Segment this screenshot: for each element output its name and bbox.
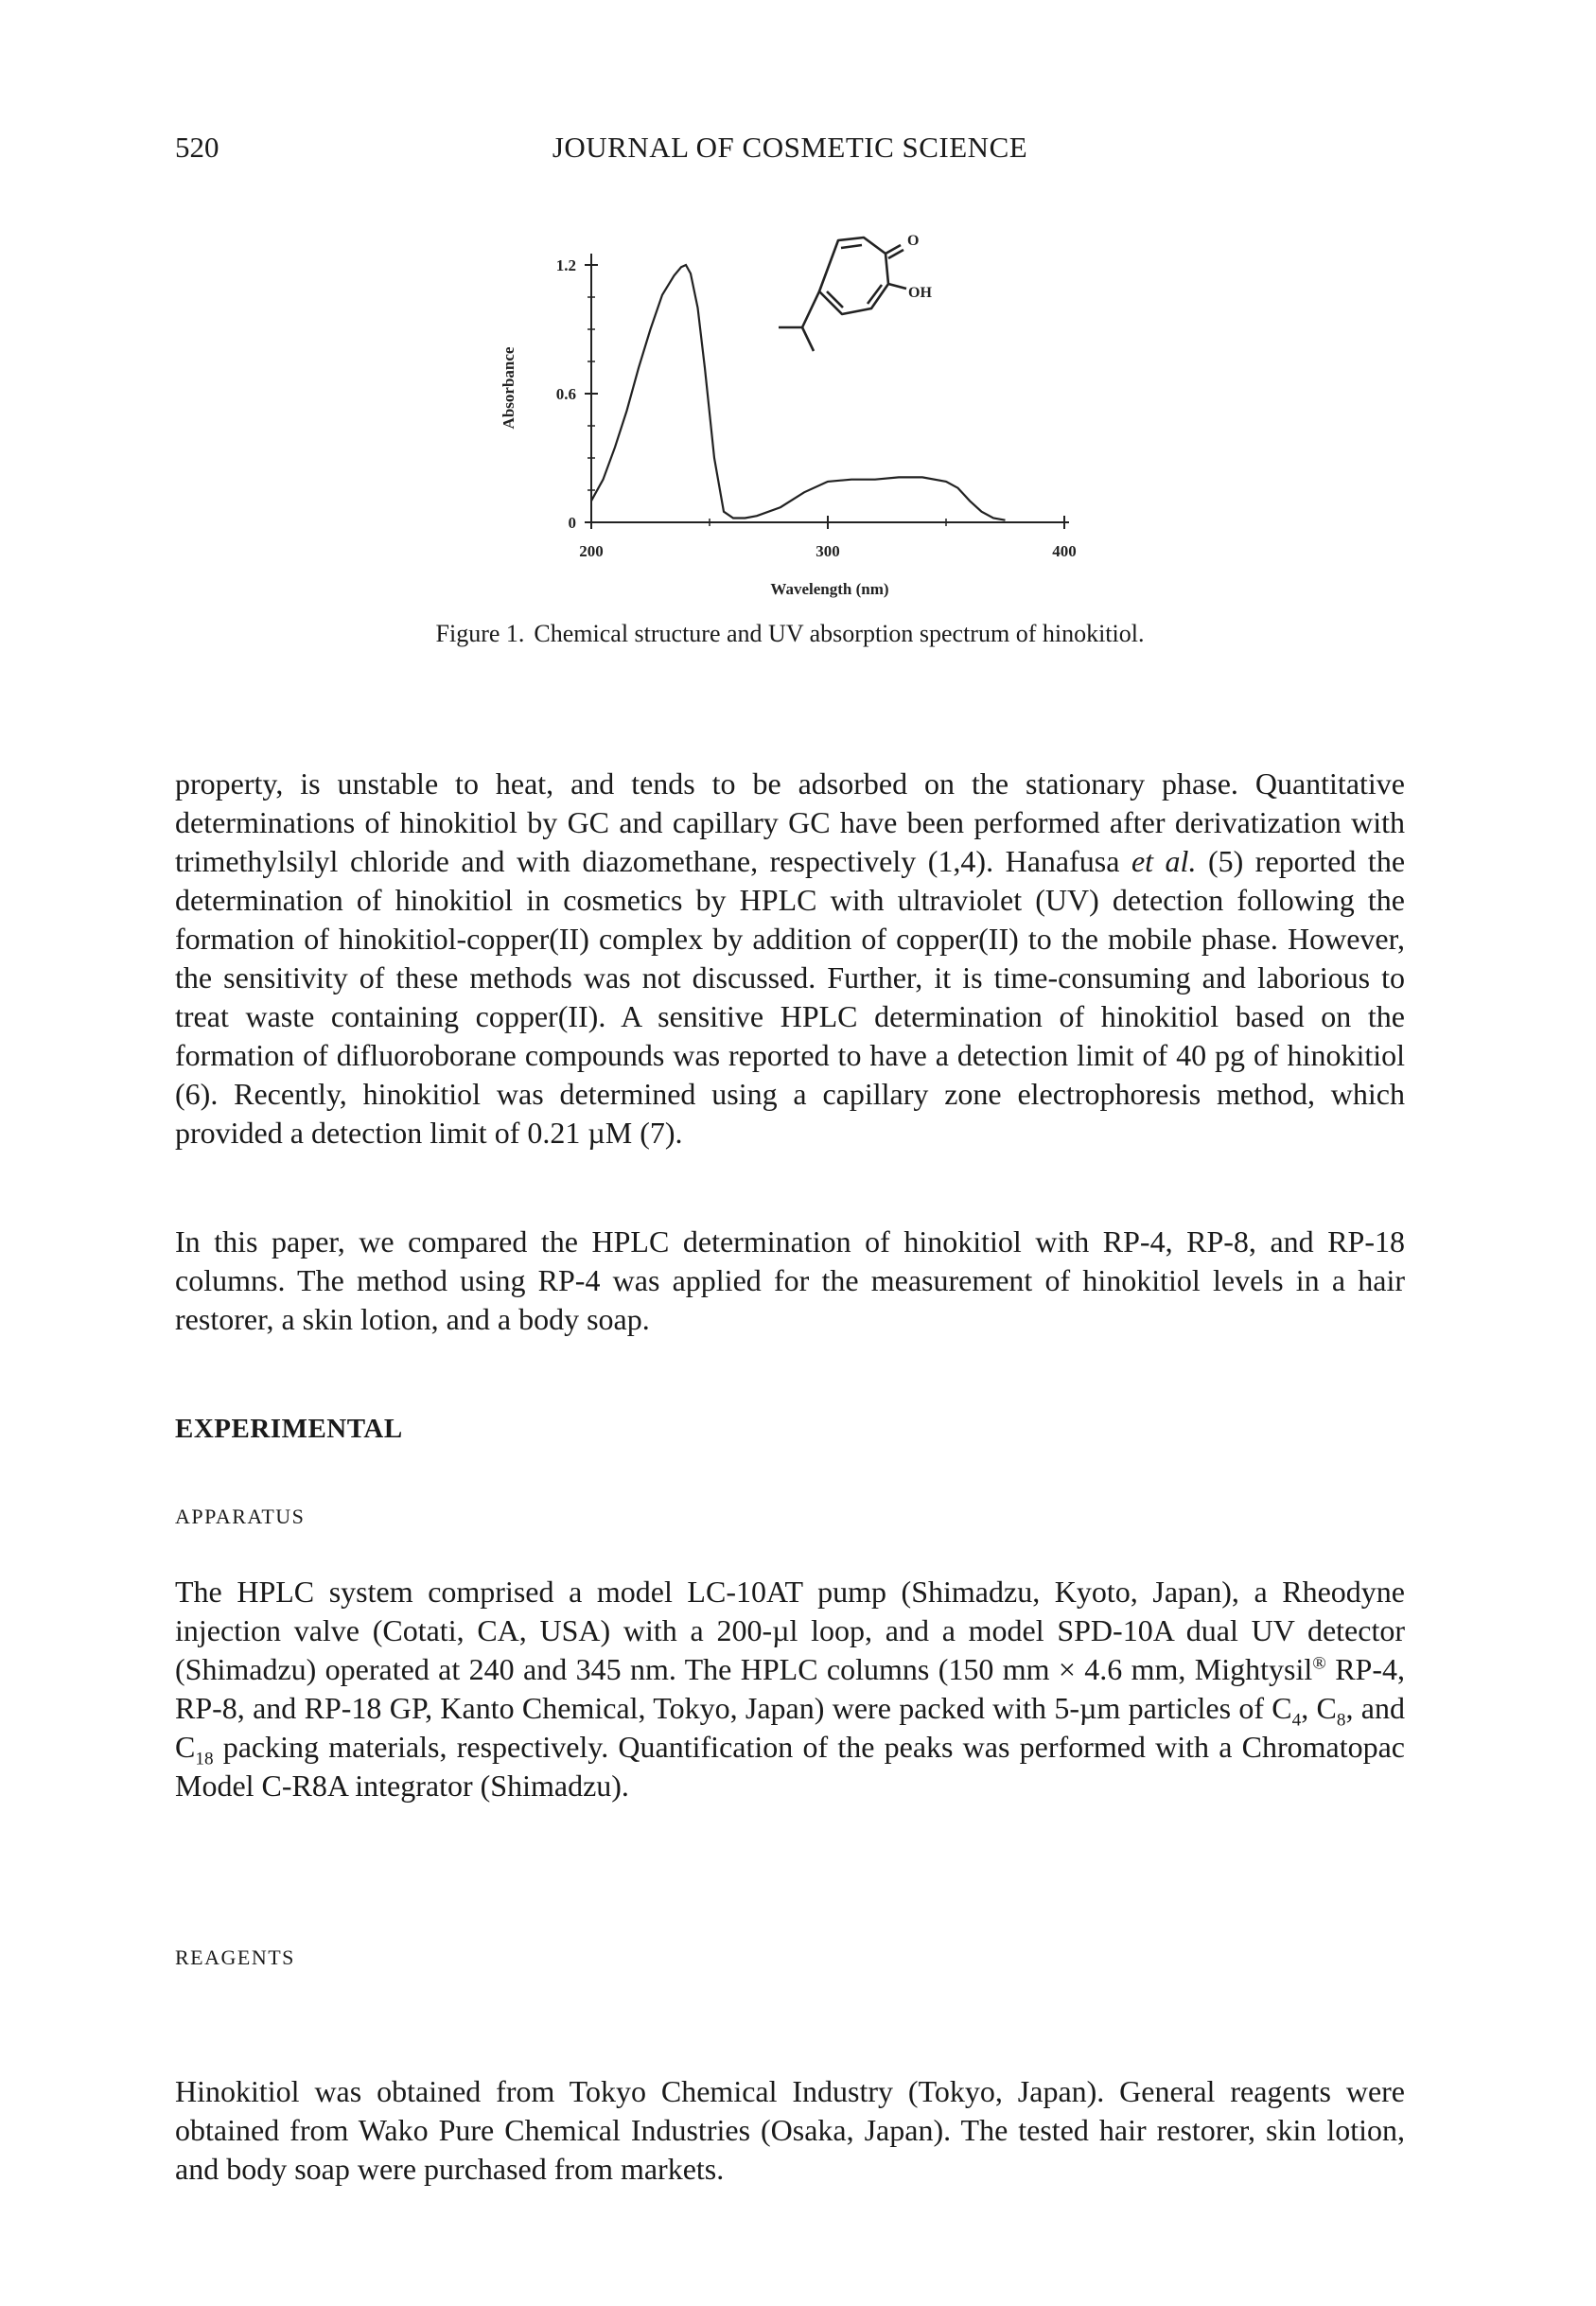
tropolone-ring xyxy=(819,238,888,314)
methyl-bond-2 xyxy=(802,327,814,351)
uv-spectrum-chart xyxy=(473,227,1135,606)
registered-mark: ® xyxy=(1312,1653,1326,1674)
x-tick-label: 300 xyxy=(816,542,840,560)
x-tick-label: 400 xyxy=(1052,542,1077,560)
paragraph-apparatus xyxy=(175,1573,1405,1805)
subscript-c18: 18 xyxy=(195,1749,214,1769)
x-axis-label: Wavelength (nm) xyxy=(770,580,889,598)
hydroxyl-label: OH xyxy=(908,285,932,301)
y-axis-label: Absorbance xyxy=(500,346,517,430)
p3-text-a: The HPLC system comprised a model LC-10AT pump (Shimadzu, Kyoto, Japan), a Rheodyne injection valve (Cotati, CA, USA) with a 200-µl loop, and a model SPD-10A dual UV detector (Shimadzu) operated at 240 and 345 nm. The HPLC columns (150 mm × 4.6 mm, Mightysil xyxy=(175,1575,1405,1686)
y-tick-label: 0 xyxy=(568,514,576,532)
figure-1 xyxy=(473,227,1135,606)
p3-text-d: , and C xyxy=(175,1691,1406,1764)
paragraph-aim: In this paper, we compared the HPLC determination of hinokitiol with RP-4, RP-8, and RP-18 columns. The method using RP-4 was applied for the measurement of hinokitiol levels in a hair restorer, a skin lotion, and a body soap. xyxy=(175,1224,1405,1336)
ring-double-bond-3 xyxy=(827,291,843,308)
ring-double-bond-2 xyxy=(868,285,882,304)
p3-text-b: RP-4, RP-8, and RP-18 GP, Kanto Chemical, Tokyo, Japan) were packed with 5-µm particles of C xyxy=(175,1652,1406,1725)
caption-text: Chemical structure and UV absorption spectrum of hinokitiol. xyxy=(534,620,1145,647)
caption-label: Figure 1. xyxy=(435,620,525,647)
journal-title: JOURNAL OF COSMETIC SCIENCE xyxy=(552,131,1028,164)
isopropyl-bond xyxy=(802,291,819,327)
carbonyl-label: O xyxy=(907,233,920,249)
paragraph-intro xyxy=(175,765,1405,1153)
p3-text-c: , C xyxy=(1301,1691,1337,1725)
p1-italic: et al. xyxy=(1131,844,1197,878)
subscript-c4: 4 xyxy=(1291,1710,1302,1731)
p1-text-a: property, is unstable to heat, and tends to be adsorbed on the stationary phase. Quantitative determinations of hinokitiol by GC and capillary GC have been performed after derivatization with trimethylsilyl chloride and with diazomethane, respectively (1,4). Hanafusa xyxy=(175,766,1405,878)
x-tick-label: 200 xyxy=(579,542,604,560)
p3-text-e: packing materials, respectively. Quantification of the peaks was performed with a Chromatopac Model C-R8A integrator (Shimadzu). xyxy=(175,1730,1405,1803)
ring-double-bond-1 xyxy=(841,245,862,248)
paragraph-reagents: Hinokitiol was obtained from Tokyo Chemical Industry (Tokyo, Japan). General reagents were obtained from Wako Pure Chemical Industries (Osaka, Japan). The tested hair restorer, skin lotion, and body soap were purchased from markets. xyxy=(175,2074,1405,2186)
subheading-apparatus: APPARATUS xyxy=(175,1505,306,1528)
p1-text-b: (5) reported the determination of hinokitiol in cosmetics by HPLC with ultraviolet (UV) detection following the formation of hinokitiol-copper(II) complex by addition of copper(II) to the mobile phase. However, the sensitivity of these methods was not discussed. Further, it is time-consuming and laborious to treat waste containing copper(II). A sensitive HPLC determination of hinokitiol based on the formation of difluoroborane compounds was reported to have a detection limit of 40 pg of hinokitiol (6). Recently, hinokitiol was determined using a capillary zone electrophoresis method, which provided a detection limit of 0.21 µM (7). xyxy=(175,844,1406,1150)
y-tick-label: 0.6 xyxy=(555,385,576,403)
subheading-reagents: REAGENTS xyxy=(175,1945,295,1969)
hydroxyl-bond xyxy=(888,284,906,289)
section-heading-experimental: EXPERIMENTAL xyxy=(175,1414,403,1444)
y-tick-label: 1.2 xyxy=(555,256,576,274)
subscript-c8: 8 xyxy=(1336,1710,1346,1731)
page-number: 520 xyxy=(175,131,219,164)
absorbance-curve xyxy=(591,265,1006,520)
page-header xyxy=(175,131,1405,168)
hinokitiol-structure xyxy=(779,238,906,351)
figure-caption xyxy=(175,620,1405,648)
